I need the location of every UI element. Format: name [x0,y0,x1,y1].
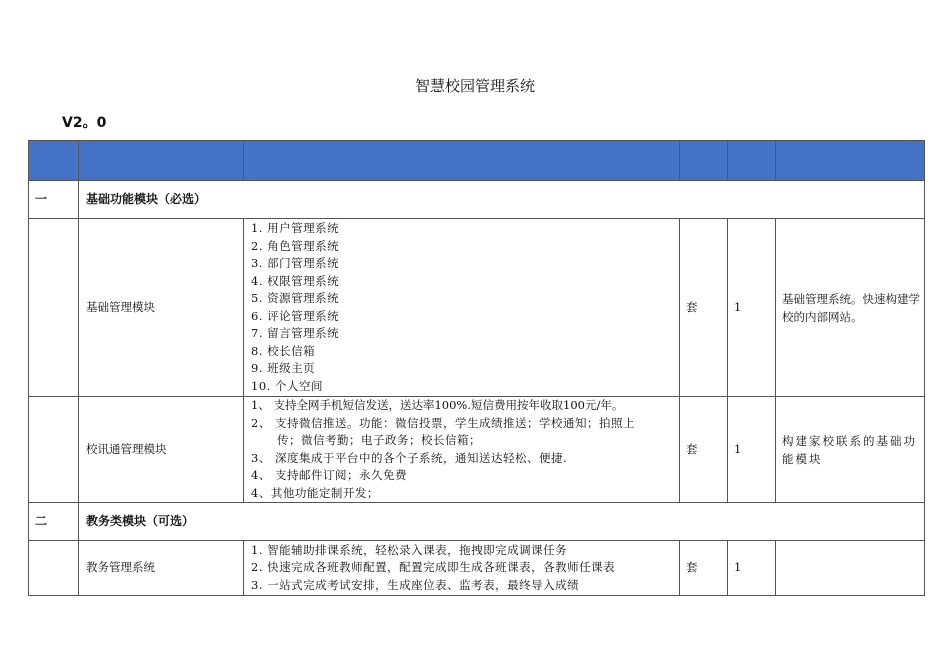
header-cell [776,141,925,181]
section-row [29,503,925,541]
empty-cell [29,541,79,596]
module-name: 教务管理系统 [79,541,244,596]
header-cell [244,141,680,181]
section-label: 基础功能模块（必选） [79,181,925,219]
section-number: 一 [29,181,79,219]
feature-item: 5. 资源管理系统 [251,291,340,305]
feature-item: 4. 权限管理系统 [251,273,340,288]
quantity-cell: 1 [728,219,776,397]
document-title: 智慧校园管理系统 [414,77,535,95]
quantity-cell: 1 [728,397,776,503]
feature-list [244,397,680,503]
feature-item: 传；微信考勤；电子政务；校长信箱； [277,433,481,447]
empty-cell [29,219,79,397]
feature-item: 8. 校长信箱 [251,343,316,358]
table-header-row [29,141,925,181]
table-row [29,397,925,503]
feature-item: 10. 个人空间 [251,378,323,393]
table-row [29,219,925,397]
feature-item: 1、 支持全网手机短信发送，送达率100%.短信费用按年收取100元/年。 [251,398,624,412]
feature-item: 9. 班级主页 [251,361,316,375]
feature-item: 4、 支持邮件订阅；永久免费 [251,468,407,482]
note-cell: 构建家校联系的基础功能模块 [776,397,925,503]
version-label: V2。0 [62,115,107,131]
feature-item: 1. 用户管理系统 [251,221,340,235]
module-name: 基础管理模块 [79,219,244,397]
note-cell [776,541,925,596]
module-name: 校讯通管理模块 [79,397,244,503]
unit-cell: 套 [680,219,728,397]
unit-cell: 套 [680,541,728,596]
section-label: 教务类模块（可选） [79,503,925,541]
header-cell [29,141,79,181]
section-number: 二 [29,503,79,541]
note-cell: 基础管理系统。快速构建学校的内部网站。 [776,219,925,397]
empty-cell [29,397,79,503]
feature-item: 3、 深度集成于平台中的各个子系统，通知送达轻松、便捷. [251,450,568,465]
table-row [29,541,925,596]
feature-item: 2. 角色管理系统 [251,238,340,253]
feature-item: 3. 一站式完成考试安排，生成座位表、监考表，最终导入成绩 [251,577,580,592]
feature-item: 6. 评论管理系统 [251,308,340,323]
feature-item: 2. 快速完成各班教师配置，配置完成即生成各班课表，各教师任课表 [251,560,616,575]
feature-list [244,541,680,596]
feature-item: 7. 留言管理系统 [251,326,340,340]
feature-list [244,219,680,397]
header-cell [728,141,776,181]
quantity-cell: 1 [728,541,776,596]
header-cell [79,141,244,181]
unit-cell: 套 [680,397,728,503]
feature-item: 2、 支持微信推送。功能：微信投票，学生成绩推送；学校通知；拍照上 [251,415,635,430]
feature-item: 1. 智能辅助排课系统，轻松录入课表，拖拽即完成调课任务 [251,542,568,557]
header-cell [680,141,728,181]
section-row [29,181,925,219]
feature-item: 4、其他功能定制开发； [251,485,379,500]
spec-table [28,140,925,596]
feature-item: 3. 部门管理系统 [251,256,340,270]
